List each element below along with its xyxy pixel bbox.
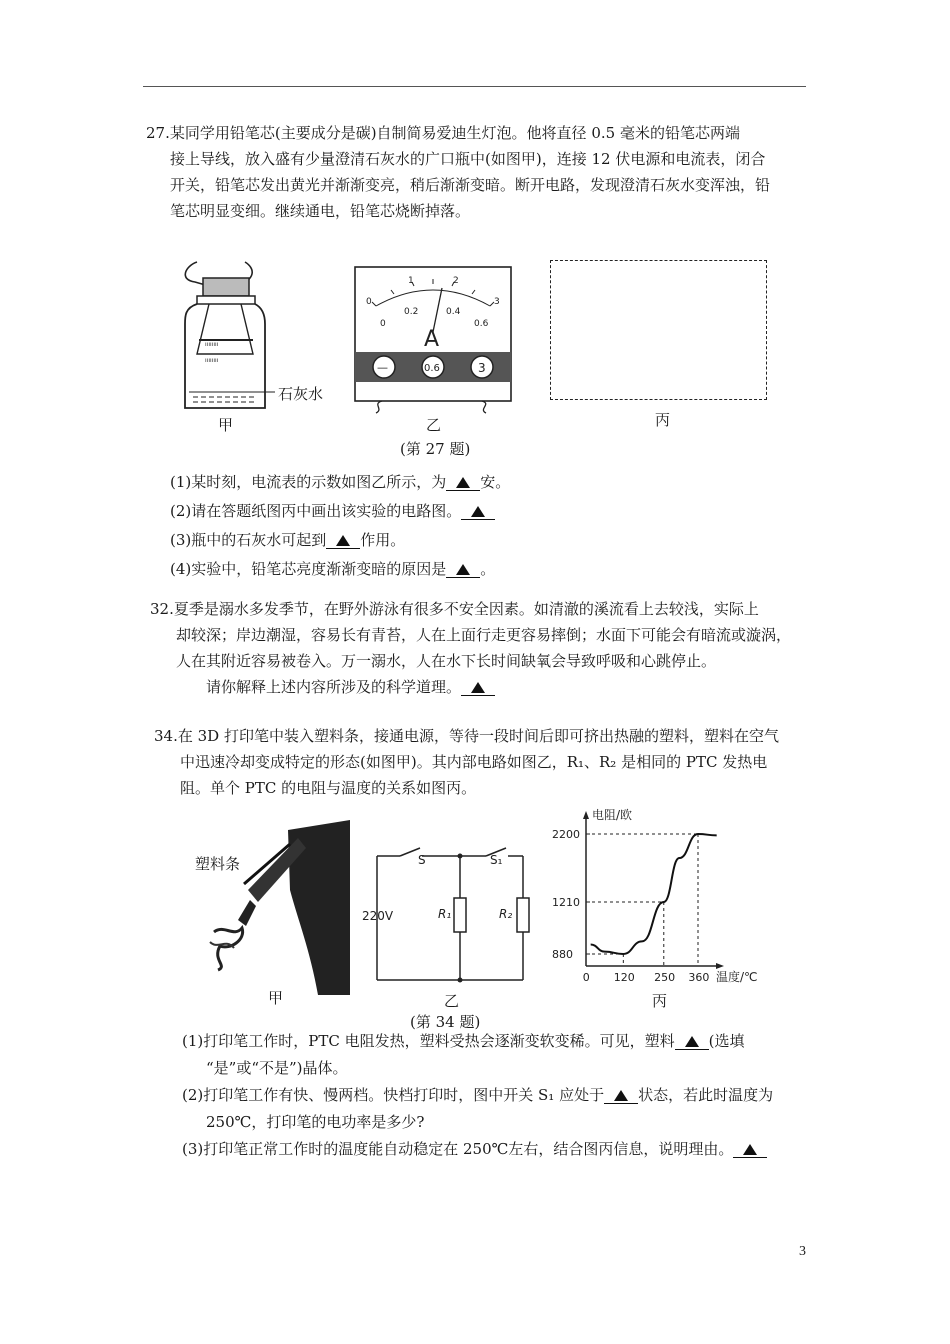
- q27-text: [146, 120, 816, 224]
- q34-sub2-tail: 状态，若此时温度为: [638, 1086, 774, 1104]
- q27-fig-c-label: 丙: [655, 411, 671, 429]
- q34-sub2c: 250℃，打印笔的电功率是多少?: [206, 1113, 425, 1131]
- q27-limewater-label: 石灰水: [278, 385, 324, 403]
- y-tick-label: 880: [552, 948, 573, 961]
- q27-sub-1: [170, 468, 810, 497]
- circuit-r1: R₁: [438, 907, 452, 921]
- triangle-icon: [614, 1090, 628, 1101]
- answer-blank[interactable]: [446, 474, 480, 491]
- triangle-icon: [685, 1036, 699, 1047]
- triangle-icon: [336, 535, 350, 546]
- triangle-icon: [456, 477, 470, 488]
- q27-sub-3: [170, 526, 810, 555]
- scale-top-0: 0: [366, 297, 372, 307]
- answer-blank[interactable]: [604, 1087, 638, 1104]
- x-tick-label: 0: [582, 971, 590, 984]
- answer-blank[interactable]: [461, 679, 495, 696]
- q34-line: 阻。单个 PTC 的电阻与温度的关系如图丙。: [180, 779, 477, 797]
- answer-blank[interactable]: [326, 532, 360, 549]
- triangle-icon: [471, 682, 485, 693]
- q27-sub-2: [170, 497, 810, 526]
- q27-line: 开关，铅笔芯发出黄光并渐渐变亮，稍后渐渐变暗。断开电路，发现澄清石灰水变浑浊，铅: [170, 176, 771, 194]
- y-tick-label: 2200: [552, 828, 580, 841]
- q34-line: 中迅速冷却变成特定的形态(如图甲)。其内部电路如图乙，R₁、R₂ 是相同的 PTC 发热电: [180, 753, 768, 771]
- scale-bottom-2: 0.4: [446, 307, 461, 317]
- scale-top-1: 1: [408, 276, 414, 286]
- q27-caption: (第 27 题): [400, 440, 471, 458]
- q27-sub3-tail: 作用。: [360, 531, 406, 549]
- q34-fig-a-label: 甲: [268, 989, 284, 1007]
- answer-blank[interactable]: [675, 1033, 709, 1050]
- q34-sub-1: [182, 1028, 812, 1055]
- svg-text:ıııııııı: ıııııııı: [205, 357, 219, 364]
- q34-fig-c-label: 丙: [652, 992, 668, 1010]
- q27-ammeter: [354, 266, 514, 416]
- q27-line: 接上导线，放入盛有少量澄清石灰水的广口瓶中(如图甲)，连接 12 伏电源和电流表，闭合: [170, 150, 766, 168]
- q27-fig-a-label: 甲: [218, 416, 234, 434]
- triangle-icon: [743, 1144, 757, 1155]
- q34-pen-photo: [200, 820, 355, 995]
- q32-line: 32.夏季是溺水多发季节，在野外游泳有很多不安全因素。如清澈的溪流看上去较浅，实际上: [150, 600, 759, 618]
- q27-sub-4: [170, 555, 810, 584]
- q27-answer-box: [550, 260, 767, 400]
- q34-sub1c: “是”或“不是”)晶体。: [206, 1059, 348, 1077]
- q34-circuit: [360, 840, 540, 990]
- q27-sub4-text: (4)实验中，铅笔芯亮度渐渐变暗的原因是: [170, 560, 447, 578]
- x-tick-label: 360: [688, 971, 710, 984]
- scale-bottom-3: 0.6: [474, 319, 489, 329]
- header-rule: [143, 86, 806, 87]
- q34-sub3-text: (3)打印笔正常工作时的温度能自动稳定在 250℃左右，结合图丙信息，说明理由。: [182, 1140, 734, 1158]
- ptc-chart: [550, 805, 765, 990]
- page-number: 3: [799, 1244, 806, 1259]
- circuit-voltage: 220V: [362, 909, 394, 923]
- y-axis-label: 电阻/欧: [592, 808, 633, 822]
- q27-subquestions: [170, 468, 810, 584]
- answer-blank[interactable]: [733, 1141, 767, 1158]
- q27-fig-b-label: 乙: [426, 416, 442, 434]
- q34-line: 34.在 3D 打印笔中装入塑料条，接通电源，等待一段时间后即可挤出热融的塑料，塑料在空气: [154, 727, 779, 745]
- q27-sub2-text: (2)请在答题纸图丙中画出该实验的电路图。: [170, 502, 462, 520]
- q32-line: 却较深；岸边潮湿，容易长有青苔，人在上面行走更容易摔倒；水面下可能会有暗流或漩涡，: [176, 626, 792, 644]
- x-tick-label: 250: [654, 971, 676, 984]
- q34-caption: (第 34 题): [410, 1013, 481, 1031]
- circuit-r2: R₂: [499, 907, 513, 921]
- answer-blank[interactable]: [446, 561, 480, 578]
- triangle-icon: [456, 564, 470, 575]
- q32-ask: [150, 674, 810, 700]
- q34-sub-2: [182, 1082, 812, 1109]
- q34-sub1-text: (1)打印笔工作时，PTC 电阻发热，塑料受热会逐渐变软变稀。可见，塑料: [182, 1032, 675, 1050]
- terminal-06: 0.6: [424, 363, 440, 374]
- x-tick-label: 120: [613, 971, 635, 984]
- svg-text:ıııııııı: ıııııııı: [205, 341, 219, 348]
- scale-bottom-0: 0: [380, 319, 386, 329]
- q27-sub4-tail: 。: [480, 560, 496, 578]
- q27-sub3-text: (3)瓶中的石灰水可起到: [170, 531, 327, 549]
- q34-plastic-label: 塑料条: [195, 855, 241, 873]
- q32-text: [150, 596, 810, 700]
- q34-subquestions: [182, 1028, 812, 1163]
- q34-fig-b-label: 乙: [444, 992, 460, 1010]
- q34-sub2-text: (2)打印笔工作有快、慢两档。快档打印时，图中开关 S₁ 应处于: [182, 1086, 605, 1104]
- terminal-3: 3: [478, 361, 486, 375]
- ammeter-unit: A: [424, 327, 440, 352]
- q27-line: 27.某同学用铅笔芯(主要成分是碳)自制简易爱迪生灯泡。他将直径 0.5 毫米的铅笔芯两端: [146, 124, 740, 142]
- q27-sub1-tail: 安。: [480, 473, 511, 491]
- scale-top-2: 2: [453, 276, 459, 286]
- q34-text: [154, 723, 814, 801]
- circuit-s1: S₁: [490, 853, 503, 867]
- circuit-s: S: [418, 853, 426, 867]
- triangle-icon: [471, 506, 485, 517]
- y-tick-label: 1210: [552, 896, 580, 909]
- terminal-neg: —: [377, 361, 388, 374]
- answer-blank[interactable]: [461, 503, 495, 520]
- q27-sub1-text: (1)某时刻，电流表的示数如图乙所示，为: [170, 473, 447, 491]
- q34-sub1-tail: (选填: [708, 1032, 745, 1050]
- scale-bottom-1: 0.2: [404, 307, 419, 317]
- q34-sub-3: [182, 1136, 812, 1163]
- x-axis-label: 温度/℃: [716, 970, 758, 984]
- q27-line: 笔芯明显变细。继续通电，铅笔芯烧断掉落。: [170, 202, 471, 220]
- scale-top-3: 3: [494, 297, 500, 307]
- q32-ask-text: 请你解释上述内容所涉及的科学道理。: [206, 678, 462, 696]
- q32-line: 人在其附近容易被卷入。万一溺水，人在水下长时间缺氧会导致呼吸和心跳停止。: [176, 652, 717, 670]
